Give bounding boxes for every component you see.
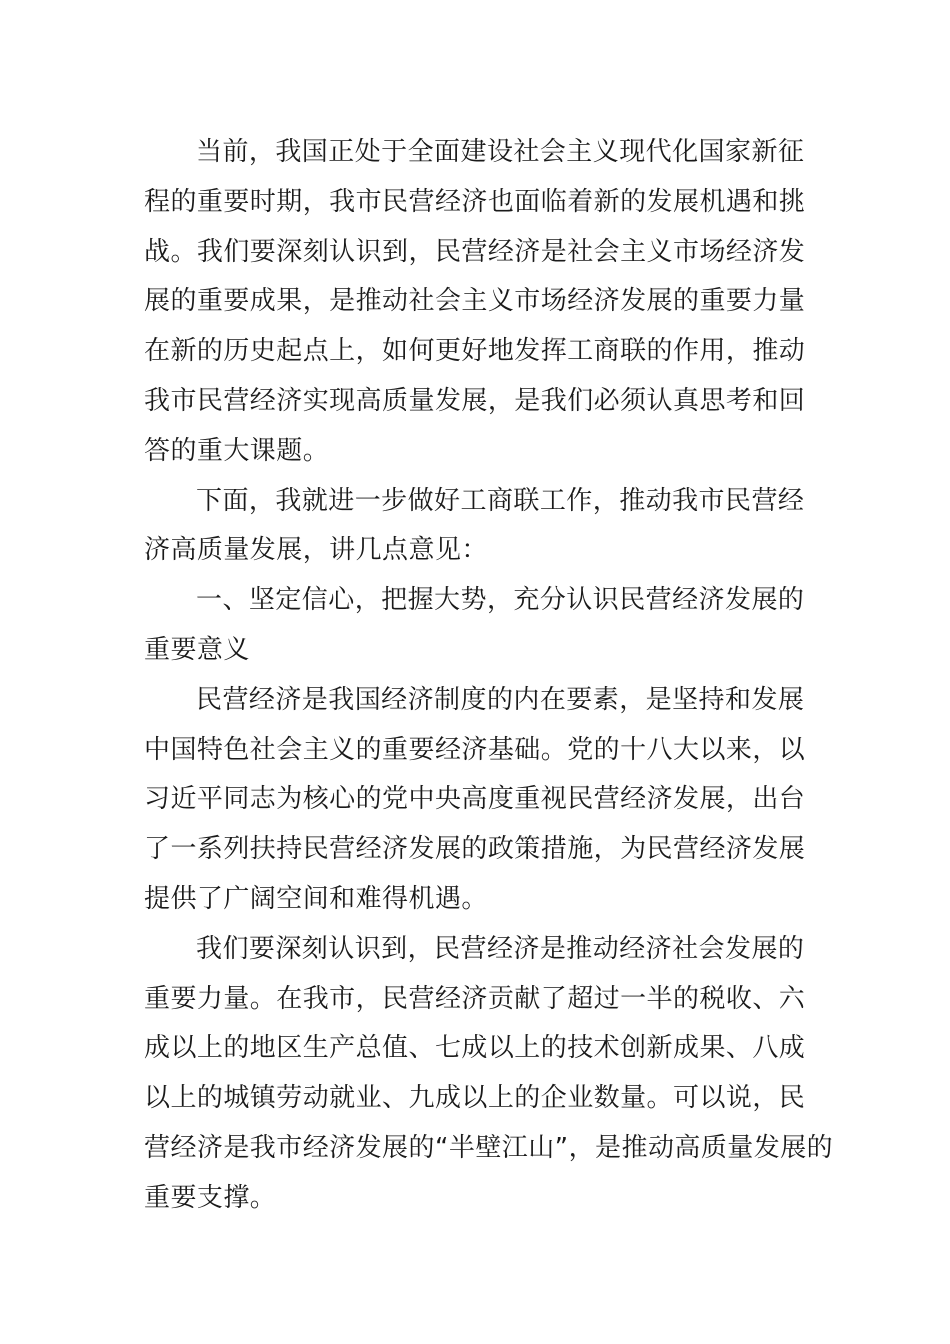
text-line: 答的重大课题。 — [144, 435, 330, 466]
text-line: 我市民营经济实现高质量发展，是我们必须认真思考和回 — [144, 385, 806, 416]
heading-line: 一、坚定信心，把握大势，充分认识民营经济发展的 — [196, 585, 805, 616]
paragraph-intro — [144, 128, 808, 477]
text-line: 程的重要时期，我市民营经济也面临着新的发展机遇和挑 — [144, 186, 806, 217]
paragraph-contribution — [144, 925, 834, 1224]
text-line: 民营经济是我国经济制度的内在要素，是坚持和发展 — [196, 684, 805, 715]
text-line: 提供了广阔空间和难得机遇。 — [144, 883, 488, 914]
text-line: 习近平同志为核心的党中央高度重视民营经济发展，出台 — [144, 784, 806, 815]
text-line: 中国特色社会主义的重要经济基础。党的十八大以来，以 — [144, 734, 806, 765]
text-line: 重要力量。在我市，民营经济贡献了超过一半的税收、六 — [144, 983, 806, 1014]
text-line: 了一系列扶持民营经济发展的政策措施，为民营经济发展 — [144, 834, 806, 865]
text-line: 在新的历史起点上，如何更好地发挥工商联的作用，推动 — [144, 336, 806, 367]
text-line: 展的重要成果，是推动社会主义市场经济发展的重要力量 — [144, 286, 806, 317]
text-line: 当前，我国正处于全面建设社会主义现代化国家新征 — [196, 137, 805, 167]
text-line: 济高质量发展，讲几点意见： — [144, 535, 488, 566]
text-line: 战。我们要深刻认识到，民营经济是社会主义市场经济发 — [144, 236, 806, 267]
text-line: 重要支撑。 — [144, 1182, 277, 1213]
heading-line: 重要意义 — [144, 634, 250, 665]
document-body — [144, 128, 834, 1224]
paragraph-importance — [144, 676, 808, 925]
text-line: 我们要深刻认识到，民营经济是推动经济社会发展的 — [196, 933, 805, 964]
text-line: 成以上的地区生产总值、七成以上的技术创新成果、八成 — [144, 1033, 806, 1064]
paragraph-outline-intro — [144, 477, 808, 577]
section-heading-1 — [144, 576, 808, 676]
text-line: 下面，我就进一步做好工商联工作，推动我市民营经 — [196, 485, 805, 516]
text-line: 以上的城镇劳动就业、九成以上的企业数量。可以说，民 — [144, 1083, 806, 1114]
text-line: 营经济是我市经济发展的“半壁江山”，是推动高质量发展的 — [144, 1132, 834, 1163]
